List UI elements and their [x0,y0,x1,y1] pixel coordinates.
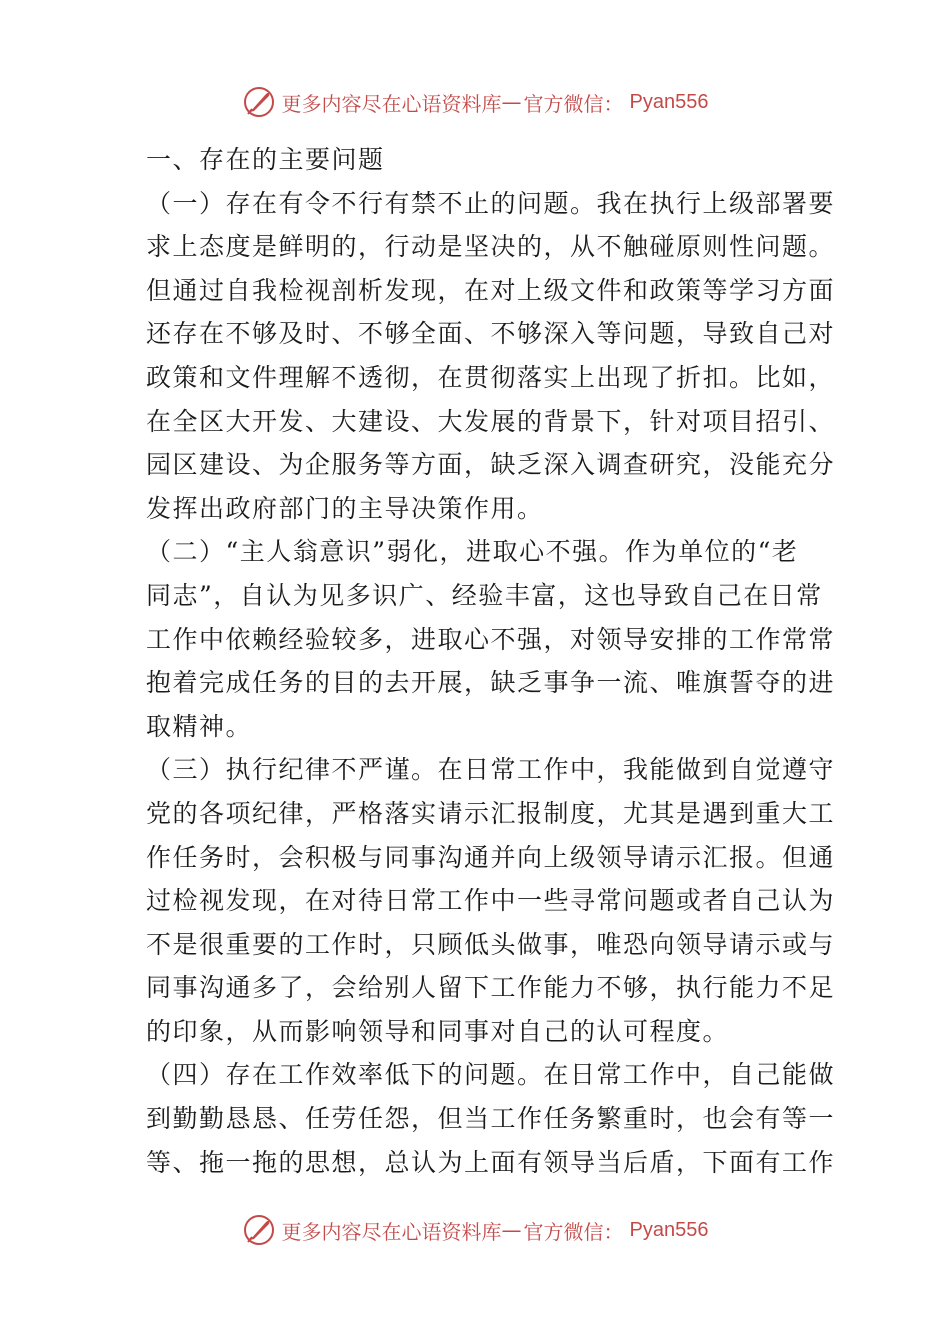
text-line: 的印象，从而影响领导和同事对自己的认可程度。 [146,1016,730,1046]
text-line: 发挥出政府部门的主导决策作用。 [146,493,544,523]
text-line: 求上态度是鲜明的，行动是坚决的，从不触碰原则性问题。 [146,232,836,262]
text-line: 但通过自我检视剖析发现，在对上级文件和政策等学习方面 [146,275,836,305]
text-line: 等、拖一拖的思想，总认为上面有领导当后盾，下面有工作 [146,1147,836,1177]
text-line: 同事沟通多了，会给别人留下工作能力不够，执行能力不足 [146,973,836,1003]
watermark-wechat-id: Pyan556 [629,90,709,113]
section-heading: 一、存在的主要问题 [146,145,385,174]
text-line: （三）执行纪律不严谨。在日常工作中，我能做到自觉遵守 [146,755,836,785]
text-line: （一）存在有令不行有禁不止的问题。我在执行上级部署要 [146,188,836,218]
text-line: 还存在不够及时、不够全面、不够深入等问题，导致自己对 [146,319,836,349]
quill-pen-icon [242,1213,276,1247]
text-line: 党的各项纪律，严格落实请示汇报制度，尤其是遇到重大工 [146,798,836,828]
text-line: 园区建设、为企服务等方面，缺乏深入调查研究，没能充分 [146,450,836,480]
watermark-main-text: 更多内容尽在心语资料库 [281,91,502,116]
text-line: 作任务时，会积极与同事沟通并向上级领导请示汇报。但通 [146,842,836,872]
watermark-wechat-id: Pyan556 [629,1218,709,1241]
text-line: 过检视发现，在对待日常工作中一些寻常问题或者自己认为 [146,886,836,916]
quill-pen-icon [242,85,276,119]
watermark-separator: — [501,1218,522,1242]
text-line: 取精神。 [146,711,253,741]
text-line: 在全区大开发、大建设、大发展的背景下，针对项目招引、 [146,406,836,436]
text-line: 政策和文件理解不透彻，在贯彻落实上出现了折扣。比如， [146,362,836,392]
text-line: 不是很重要的工作时，只顾低头做事，唯恐向领导请示或与 [146,929,836,959]
watermark-label: 官方微信： [523,1219,624,1244]
text-line: 工作中依赖经验较多，进取心不强，对领导安排的工作常常 [146,624,836,654]
text-line: 抱着完成任务的目的去开展，缺乏事争一流、唯旗誓夺的进 [146,668,836,698]
text-line: 到勤勤恳恳、任劳任怨，但当工作任务繁重时，也会有等一 [146,1104,836,1134]
text-line: （四）存在工作效率低下的问题。在日常工作中，自己能做 [146,1060,836,1090]
text-line: （二）“主人翁意识”弱化，进取心不强。作为单位的“老 [146,537,799,567]
header-watermark [0,82,950,122]
text-line: 同志”，自认为见多识广、经验丰富，这也导致自己在日常 [146,580,823,610]
document-body [146,138,836,1184]
footer-watermark [0,1210,950,1250]
watermark-label: 官方微信： [523,91,624,116]
watermark-separator: — [501,90,522,114]
watermark-main-text: 更多内容尽在心语资料库 [281,1219,502,1244]
